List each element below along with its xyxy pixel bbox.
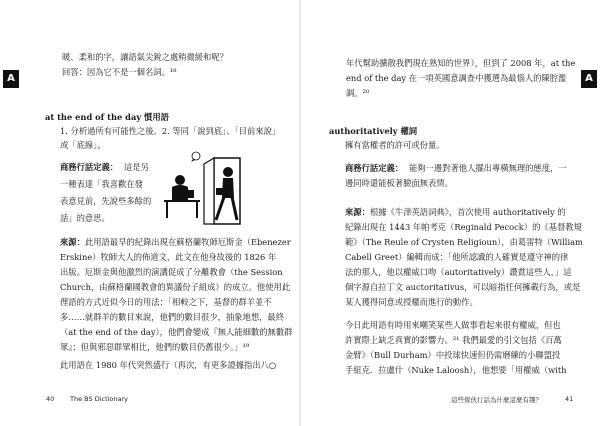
paragraph-line-4: 手紐克．拉盧什（Nuke Laloosh），他想要「用權威（with — [345, 365, 567, 375]
paragraph-line-1: 今日此用語有時用來嘲笑某些人做事看起來很有權威，但也 — [345, 320, 561, 330]
business-definition-line-4: 話」的意思。 — [60, 213, 110, 223]
source-line-6: 個字源自拉丁文 auctoritativus，可以暗指任何擁載行為，或是 — [345, 282, 581, 292]
source-line-4: Church，由蘇格蘭國教會的異議份子組成）的成立。他使用此 — [60, 282, 291, 292]
source-label: 來源： — [345, 207, 370, 217]
sense-line-2: 或「底線」。 — [60, 140, 106, 150]
source-line-7: 某人獲得同意或授權而進行的動作。 — [345, 297, 478, 307]
source-line-6: 多……就群羊的數目來說，他們的數目很少，抽象地想，最終 — [60, 312, 285, 322]
right-page — [301, 0, 600, 426]
paragraph-line-2: 許實際上缺乏真實的影響力。²¹ 我們最愛的引文包括《百萬 — [345, 335, 562, 345]
business-definition-label: 商務行話定義： — [60, 162, 119, 172]
running-title-left: The BS Dictionary — [70, 395, 129, 403]
left-page — [0, 0, 299, 426]
office-exit-illustration — [160, 150, 246, 230]
source-line-5: 俚語的方式近似今日的用法：「相較之下，基督的群羊並不 — [60, 297, 272, 307]
source-label: 來源： — [60, 237, 85, 247]
top-line-1: 年代幫助擴散我們現在熟知的世界），但到了 2008 年，at the — [346, 58, 576, 68]
source-line-2: Erskine）牧師大人的佈道文，此文在他身故後的 1826 年 — [60, 252, 277, 262]
headword-at-the-end-of-the-day: at the end of the day 慣用語 — [45, 112, 169, 122]
business-definition-line-3: 表意見前，先說些多餘的 — [60, 196, 152, 206]
top-line-1: 暖、柔和的字，讓語氣尖銳之處稍微緩和呢？ — [62, 52, 228, 62]
briefcase-icon — [216, 188, 224, 195]
source-line-8: 眾』；但與邪惡群眾相比，他們的數目仍舊很少。」¹⁹ — [60, 342, 250, 352]
top-line-3: 調。²⁰ — [346, 88, 370, 98]
page-number-left: 40 — [46, 395, 55, 403]
source-line-3: 出版。厄斯金與他激烈的演講促成了分離教會（the Session — [60, 267, 283, 277]
headword-authoritatively: authoritatively 權詞 — [329, 126, 418, 136]
top-line-2: end of the day 在一項英國意調查中獲選為最惱人的陳腔濫 — [346, 73, 567, 83]
laptop-icon — [184, 190, 194, 198]
source-line-1: 此用語最早的紀錄出現在蘇格蘭牧師厄斯金（Ebenezer — [85, 237, 291, 247]
source-line-3: 範》（The Reule of Crysten Religioun），由葛雷特（William — [345, 237, 583, 247]
business-definition-line-1: 這是另 — [124, 162, 149, 172]
section-tab-left: A — [3, 70, 19, 88]
speech-bubble-icon — [192, 152, 200, 160]
source-line-1: 根據《牛津英語詞典》，首次使用 authoritatively 的 — [370, 207, 566, 217]
sense-line: 擁有當權者的許可或份量。 — [345, 140, 445, 150]
paragraph-line-3: 金臂》（Bull Durham）中投球快速但仍需磨練的小聯盟投 — [345, 350, 561, 360]
running-title-right: 這些傢伙行話為什麼這麼有趣？ — [451, 396, 542, 404]
page-number-right: 41 — [565, 395, 574, 403]
source-line-4: Cabell Greet）編輯而成：「他所認識的人確實是遵守神的律 — [345, 252, 569, 262]
source-line-2: 紀錄出現在 1443 年帕考克（Reginald Pecock）的《基督教規 — [345, 222, 582, 232]
source-line-7: （at the end of the day），他們會變成『無人能細數的無數群 — [60, 327, 293, 337]
sense-line-1: 1. 分析過所有可能性之後。2. 等同「說到底」、「目前來說」 — [60, 126, 281, 136]
seated-person-head — [175, 175, 185, 185]
business-definition-line-2: 一種表達「我喜歡在發 — [60, 179, 143, 189]
top-line-2: 回答：因為它不是一個名詞。¹⁸ — [62, 67, 177, 77]
business-definition-line-2: 邊同時還能板著臉面無表情。 — [345, 178, 453, 188]
section-tab-right: A — [581, 70, 597, 88]
walking-person-head — [223, 167, 233, 177]
business-definition-label: 商務行話定義： — [345, 163, 404, 173]
paragraph-last-line: 此用語在 1980 年代突然盛行（再次，有更多證據指出八○ — [60, 360, 277, 370]
source-line-5: 法的那人，他以權威口吻（autoritatively）讚賞這些人，」這 — [345, 267, 572, 277]
business-definition-line-1: 能夠一邊對著他人擺出專橫無理的態度，一 — [409, 163, 567, 173]
